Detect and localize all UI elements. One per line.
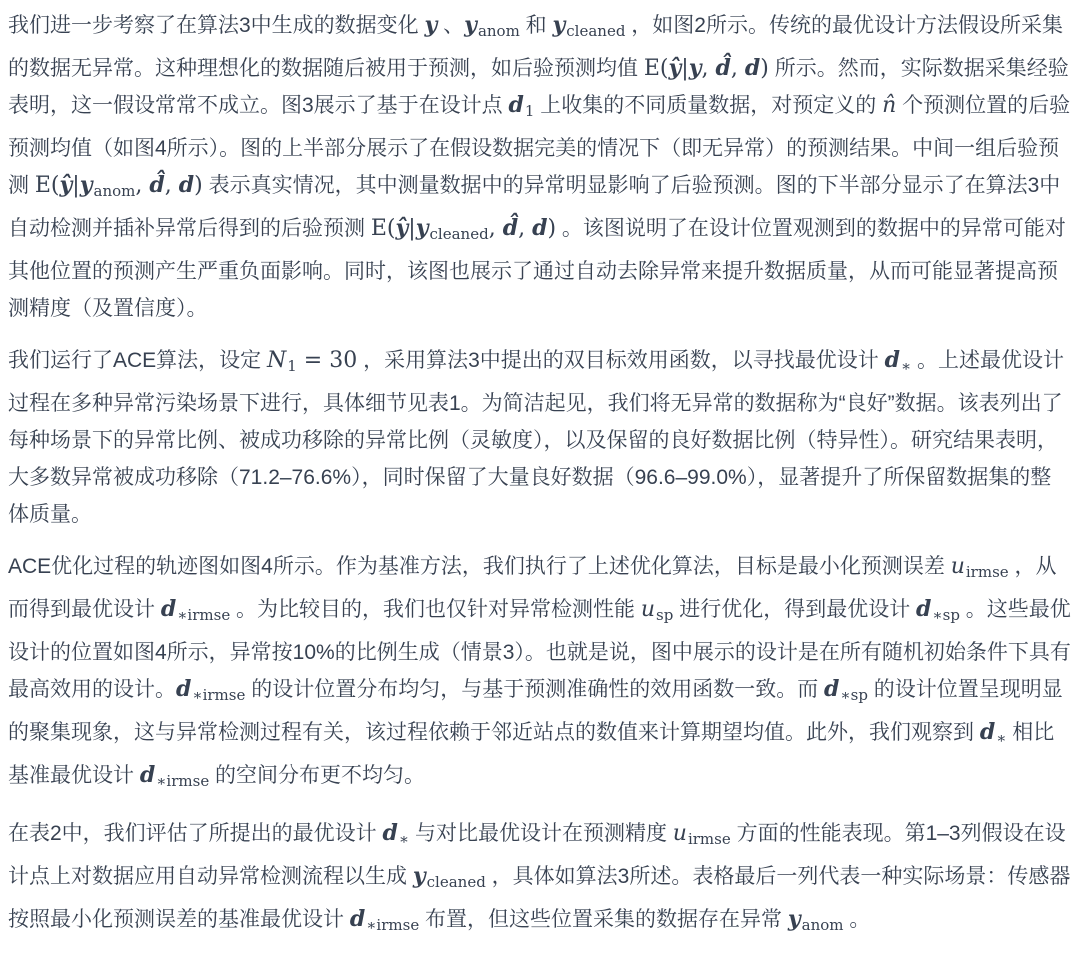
text-run: 布置，但这些位置采集的数据存在异常 xyxy=(419,908,788,931)
math-token: d̂ xyxy=(715,55,731,81)
math-token: ( xyxy=(659,56,669,81)
math-formula xyxy=(464,13,520,38)
math-token: , xyxy=(135,173,150,198)
math-token: irmse xyxy=(687,830,731,848)
text-run: 。该图说明了在设计位置观测到的数据中的异常可能对其他位置的预测产生严重负面影响。同时，该图也展示了通过自动去除异常来提升数据质量，从而可能显著提高预测精度（及置信度）。 xyxy=(8,217,1066,320)
text-run: ，采用算法3中提出的双目标效用函数，以寻找最优设计 xyxy=(357,349,885,372)
text-run: 个预测位置的后验预测均值（如图4所示）。图的上半部分展示了在假设数据完美的情况下（即无异常）的预测结果。中间一组后验预测 xyxy=(8,94,1071,197)
math-token: ∗ xyxy=(900,357,912,375)
text-run: 方面的性能表现。第1–3列假设在设计点上对数据应用自动异常检测流程以生成 xyxy=(8,822,1066,888)
math-token: anom xyxy=(477,22,520,40)
math-token: d xyxy=(160,596,177,622)
paragraph xyxy=(8,7,1072,327)
text-run: 所示。然而，实际数据采集经验表明，这一假设常常不成立。图3展示了基于在设计点 xyxy=(8,57,1069,117)
math-formula xyxy=(788,907,844,932)
math-token: E xyxy=(370,216,387,241)
math-formula xyxy=(885,348,912,373)
document xyxy=(8,7,1072,944)
math-token: ŷ xyxy=(668,55,682,81)
paragraph xyxy=(8,342,1072,533)
math-formula xyxy=(916,597,960,622)
text-run: 我们运行了ACE算法，设定 xyxy=(8,349,268,372)
math-formula xyxy=(824,677,868,702)
math-token: y xyxy=(688,55,702,81)
math-token: N xyxy=(267,348,287,373)
math-formula xyxy=(644,56,769,81)
math-formula xyxy=(383,821,410,846)
math-formula xyxy=(673,821,731,846)
math-token: d xyxy=(532,215,548,241)
math-token: u xyxy=(950,554,965,579)
math-token: E xyxy=(34,173,51,198)
text-run: 相比基准最优设计 xyxy=(8,721,1055,787)
math-formula xyxy=(35,173,203,198)
text-run: 与对比最优设计在预测精度 xyxy=(409,822,673,845)
math-token: y xyxy=(412,863,426,889)
text-run: 、 xyxy=(437,14,465,37)
text-run: 进行优化，得到最优设计 xyxy=(673,598,917,621)
text-run: 在表2中，我们评估了所提出的最优设计 xyxy=(8,822,383,845)
math-token: d xyxy=(979,719,996,745)
math-token: anom xyxy=(93,182,136,200)
math-formula xyxy=(980,720,1007,745)
math-token: ∗irmse xyxy=(177,606,231,624)
math-token: d xyxy=(824,676,840,702)
math-formula xyxy=(882,93,896,118)
math-token: u xyxy=(672,821,687,846)
math-token: | xyxy=(681,56,689,81)
math-formula xyxy=(425,13,438,38)
text-run: ，具体如算法3所述。表格最后一列代表一种实际场景：传感器按照最小化预测误差的基准最优设计 xyxy=(8,865,1071,931)
math-token: n̂ xyxy=(882,93,897,118)
math-token: ∗irmse xyxy=(156,772,210,790)
math-token: , xyxy=(488,216,503,241)
math-token: d xyxy=(382,820,398,846)
math-token: 1 xyxy=(287,357,297,375)
math-token: d xyxy=(139,762,156,788)
math-token: ∗ xyxy=(996,729,1007,747)
math-token: E xyxy=(643,56,660,81)
math-formula xyxy=(176,677,245,702)
text-run: 和 xyxy=(519,14,553,37)
math-token: d xyxy=(884,347,900,373)
math-token: d xyxy=(744,55,761,81)
math-token: y xyxy=(464,12,477,38)
text-run: ACE优化过程的轨迹图如图4所示。作为基准方法，我们执行了上述优化算法，目标是最小化预测误差 xyxy=(8,555,951,578)
math-formula xyxy=(371,216,556,241)
math-formula xyxy=(267,348,357,373)
text-run: 我们进一步考察了在算法3中生成的数据变化 xyxy=(8,14,425,37)
math-token: irmse xyxy=(965,563,1009,581)
math-token: ) xyxy=(547,216,557,241)
math-formula xyxy=(161,597,230,622)
math-token: ) xyxy=(760,56,769,81)
math-token: , xyxy=(518,216,533,241)
math-formula xyxy=(552,13,625,38)
text-run: 的空间分布更不均匀。 xyxy=(209,764,426,787)
math-token: cleaned xyxy=(429,225,489,243)
text-run: 的设计位置呈现明显的聚集现象，这与异常检测过程有关，该过程依赖于邻近站点的数值来计算期望均值。此外，我们观察到 xyxy=(8,678,1063,744)
text-run: 上收集的不同质量数据，对预定义的 xyxy=(534,94,883,117)
math-token: cleaned xyxy=(566,22,626,40)
text-run: ，从而得到最优设计 xyxy=(8,555,1057,621)
math-token: ) xyxy=(194,173,203,198)
math-token: d xyxy=(508,92,524,118)
math-token: d xyxy=(349,906,366,932)
math-token: anom xyxy=(801,916,844,934)
text-run: 。上述最优设计过程在多种异常污染场景下进行，具体细节见表1。为简洁起见，我们将无异常的数据称为“良好”数据。该表列出了每种场景下的异常比例、被成功移除的异常比例（灵敏度），以及保留的良好数据比例（特异性）。研究结果表明，大多数异常被成功移除（71.2–76.6%），同时保留了大量良好数据（96.6–99.0%），显著提升了所保留数据集的整体质量。 xyxy=(8,349,1065,526)
math-token: y xyxy=(424,12,438,38)
math-token: d̂ xyxy=(149,172,165,198)
math-token: ∗irmse xyxy=(366,916,420,934)
math-token: u xyxy=(640,597,656,622)
math-token: , xyxy=(164,173,179,198)
math-formula xyxy=(641,597,673,622)
text-run: ，如图2所示。传统的最优设计方法假设所采集的数据无异常。这种理想化的数据随后被用于预测，如后验预测均值 xyxy=(8,14,1063,80)
math-token: sp xyxy=(656,606,674,624)
math-token: y xyxy=(415,215,429,241)
math-token: cleaned xyxy=(426,873,486,891)
math-token: = 30 xyxy=(296,348,358,373)
text-run: 。 xyxy=(843,908,871,931)
math-token: ∗ xyxy=(398,830,410,848)
math-token: ( xyxy=(50,173,60,198)
paragraph xyxy=(8,815,1072,944)
math-token: | xyxy=(408,216,416,241)
math-token: ∗irmse xyxy=(192,686,246,704)
math-token: ( xyxy=(386,216,396,241)
math-formula xyxy=(951,554,1009,579)
math-token: , xyxy=(701,56,716,81)
text-run: 的设计位置分布均匀，与基于预测准确性的效用函数一致。而 xyxy=(245,678,825,701)
math-token: ŷ xyxy=(395,215,409,241)
math-formula xyxy=(509,93,535,118)
math-token: ∗sp xyxy=(932,606,960,624)
math-token: 1 xyxy=(524,102,535,120)
math-token: y xyxy=(552,12,566,38)
math-token: , xyxy=(730,56,745,81)
math-token: d̂ xyxy=(502,215,519,241)
math-token: ŷ xyxy=(59,172,73,198)
text-run: 表示真实情况，其中测量数据中的异常明显影响了后验预测。图的下半部分显示了在算法3中自动检测并插补异常后得到的后验预测 xyxy=(8,174,1061,240)
text-run: 。为比较目的，我们也仅针对异常检测性能 xyxy=(230,598,641,621)
math-formula xyxy=(350,907,419,932)
math-token: d xyxy=(178,172,195,198)
math-token: ∗sp xyxy=(840,686,868,704)
paragraph xyxy=(8,548,1072,800)
math-formula xyxy=(413,864,486,889)
text-run: 。这些最优设计的位置如图4所示，异常按10%的比例生成（情景3）。也就是说，图中展示的设计是在所有随机初始条件下具有最高效用的设计。 xyxy=(8,598,1071,701)
math-token: d xyxy=(916,596,932,622)
math-token: | xyxy=(72,173,80,198)
math-token: d xyxy=(176,676,192,702)
math-formula xyxy=(140,763,209,788)
math-token: y xyxy=(79,172,93,198)
math-token: y xyxy=(787,906,801,932)
